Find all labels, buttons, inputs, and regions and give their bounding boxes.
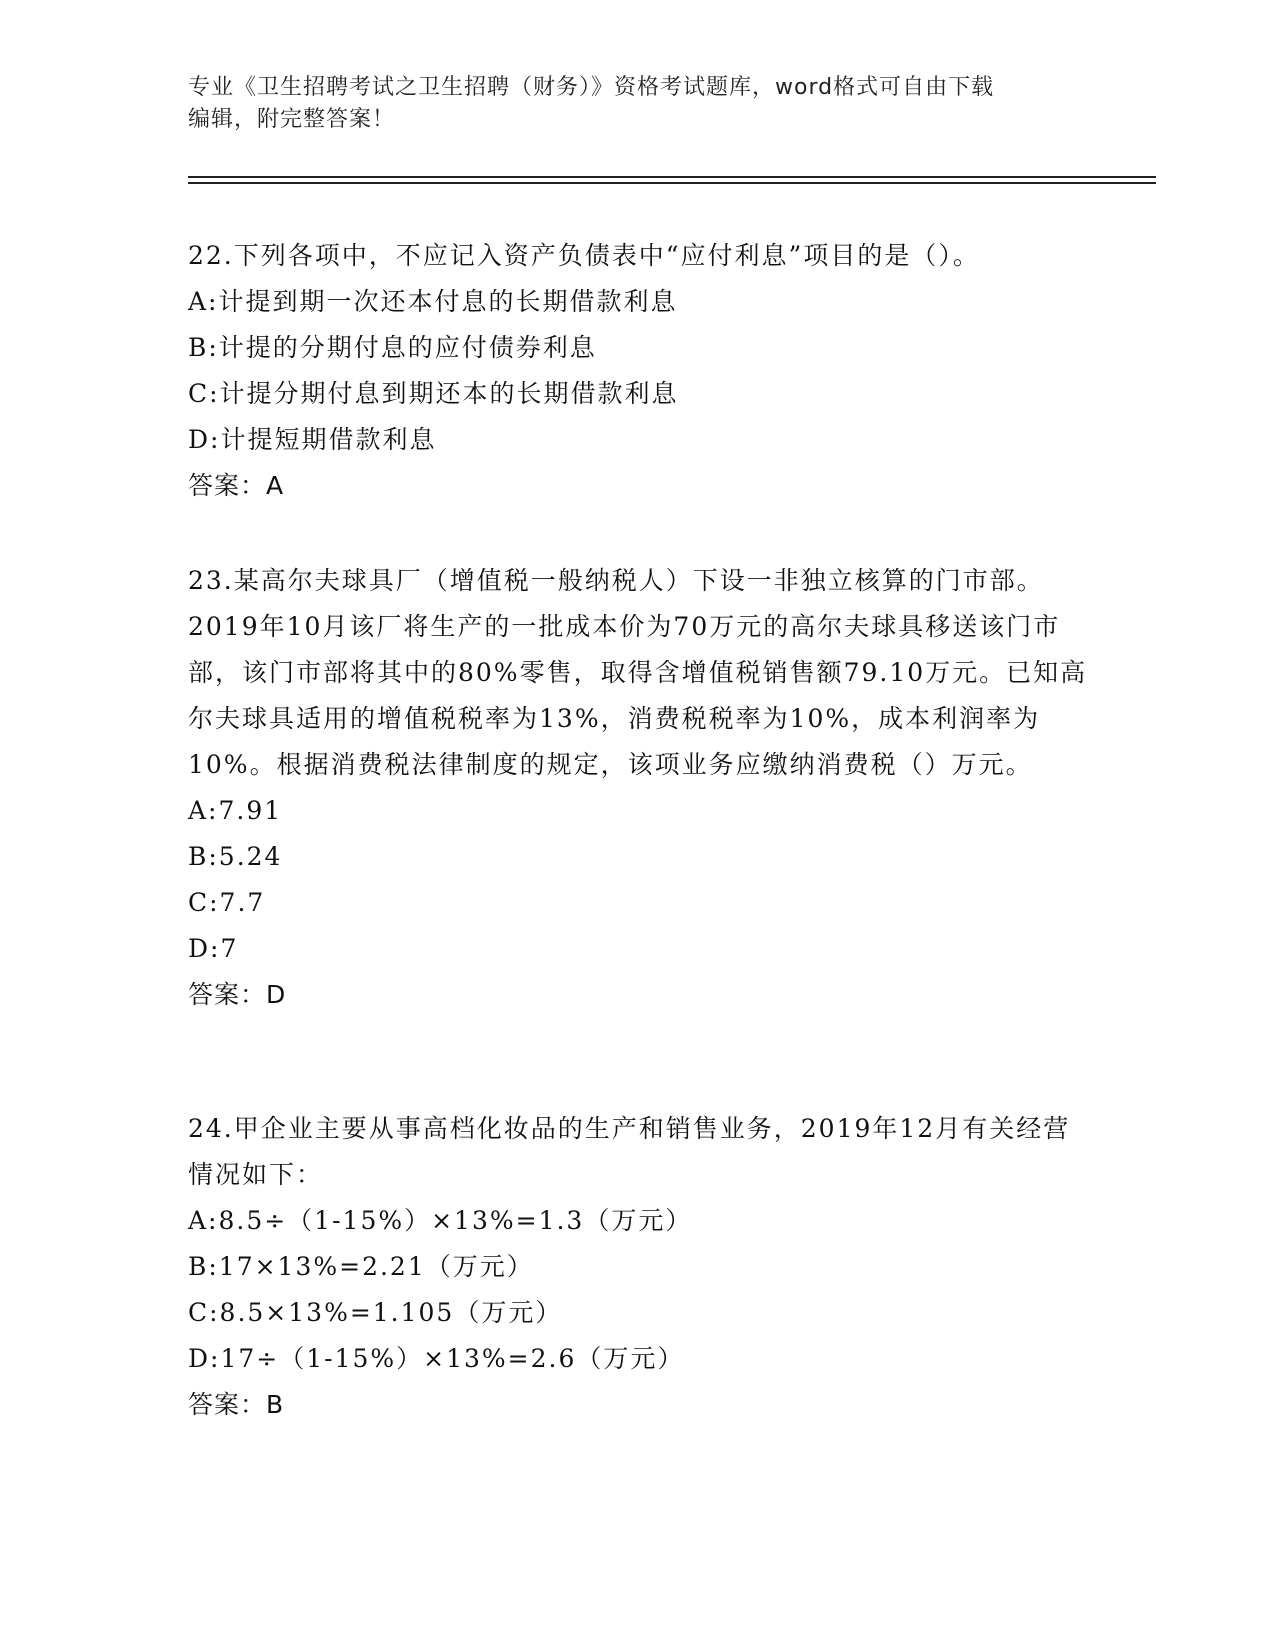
question-stem: 23.某高尔夫球具厂（增值税一般纳税人）下设一非独立核算的门市部。2019年10月该厂将生产的一批成本价为70万元的高尔夫球具移送该门市部，该门市部将其中的80%零售，取得含增值税销售额79.10万元。已知高尔夫球具适用的增值税税率为13%，消费税税率为10%，成本利润率为10%。根据消费税法律制度的规定，该项业务应缴纳消费税（）万元。 bbox=[188, 566, 1088, 779]
option-a: A:7.91 bbox=[188, 796, 283, 825]
option-a: A:计提到期一次还本付息的长期借款利息 bbox=[188, 287, 678, 316]
option-c: C:计提分期付息到期还本的长期借款利息 bbox=[188, 379, 679, 408]
header-divider-top bbox=[188, 176, 1156, 178]
option-d: D:计提短期借款利息 bbox=[188, 425, 437, 454]
question-24 bbox=[188, 1106, 1088, 1428]
answer: 答案：B bbox=[188, 1390, 285, 1419]
option-d: D:7 bbox=[188, 934, 239, 963]
answer: 答案：A bbox=[188, 471, 285, 500]
option-b: B:5.24 bbox=[188, 842, 283, 871]
header-line-2: 编辑，附完整答案！ bbox=[188, 107, 396, 132]
question-22 bbox=[188, 233, 1088, 509]
option-d: D:17÷（1-15%）×13%=2.6（万元） bbox=[188, 1344, 685, 1373]
option-c: C:8.5×13%=1.105（万元） bbox=[188, 1298, 563, 1327]
question-stem: 24.甲企业主要从事高档化妆品的生产和销售业务，2019年12月有关经营情况如下： bbox=[188, 1114, 1071, 1189]
header-line-1: 专业《卫生招聘考试之卫生招聘（财务）》资格考试题库，word格式可自由下载 bbox=[188, 75, 995, 100]
option-b: B:17×13%=2.21（万元） bbox=[188, 1252, 534, 1281]
header-divider-bottom bbox=[188, 182, 1156, 184]
answer: 答案：D bbox=[188, 980, 287, 1009]
option-b: B:计提的分期付息的应付债券利息 bbox=[188, 333, 597, 362]
question-stem: 22.下列各项中，不应记入资产负债表中“应付利息”项目的是（）。 bbox=[188, 241, 980, 270]
question-23 bbox=[188, 558, 1088, 1018]
option-a: A:8.5÷（1-15%）×13%=1.3（万元） bbox=[188, 1206, 693, 1235]
option-c: C:7.7 bbox=[188, 888, 266, 917]
document-header bbox=[188, 72, 1068, 136]
